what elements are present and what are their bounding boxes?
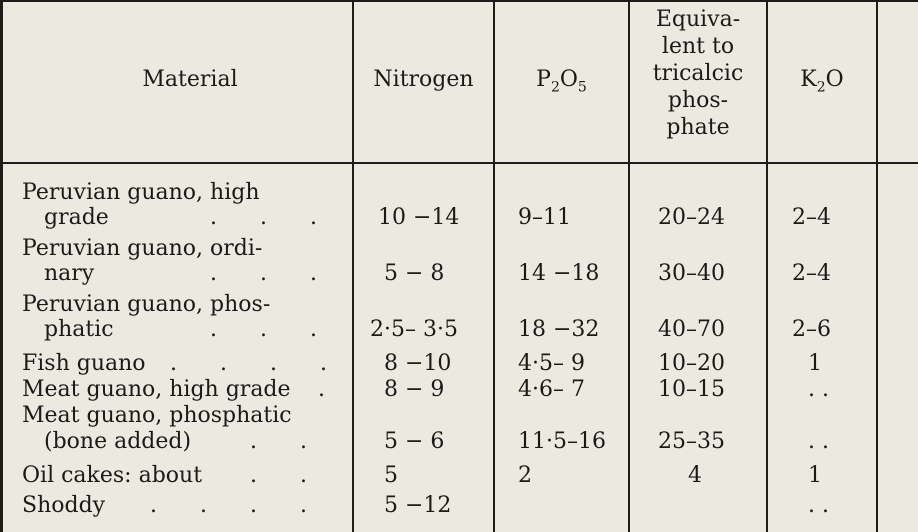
equivalent-cell: 25–35 [658,429,725,454]
material-line: phatic [44,317,114,342]
equivalent-cell: 10–20 [658,351,725,376]
material-line: nary [44,261,95,286]
p2o5-cell: 2 [518,463,532,488]
material-line: Fish guano [22,351,146,376]
header-bottom-rule [0,162,918,164]
header-p2o5: $P_2O_5$ [536,67,587,96]
k2o-cell: 1 [808,351,822,376]
nitrogen-cell: 5 − 6 [384,429,445,454]
k2o-cell: . . [808,493,829,518]
leader-dots: . . . . [170,351,345,376]
material-line: Shoddy [22,493,106,518]
equivalent-cell: 30–40 [658,261,725,286]
k2o-cell: . . [808,377,829,402]
header-k2o: $K_2O$ [800,67,844,96]
nitrogen-cell: 8 −10 [384,351,452,376]
header-material: Material [142,67,238,92]
equivalent-cell: 10–15 [658,377,725,402]
k2o-cell: 2–6 [792,317,831,342]
material-line: Oil cakes: about [22,463,203,488]
leader-dots: . . [250,429,325,454]
k2o-cell: . . [808,429,829,454]
material-line: (bone added) [44,429,192,454]
material-line: Meat guano, phosphatic [22,403,292,428]
leader-dots: . [318,377,343,402]
material-line: grade [44,205,109,230]
p2o5-cell: 11·5–16 [518,429,606,454]
k2o-cell: 1 [808,463,822,488]
p2o5-cell: 9–11 [518,205,571,230]
nitrogen-cell: 8 − 9 [384,377,445,402]
table-left-border [0,0,3,532]
header-nitrogen: Nitrogen [373,67,474,92]
nitrogen-cell: 5 − 8 [384,261,445,286]
p2o5-cell: 18 −32 [518,317,600,342]
leader-dots: . . . [210,317,335,342]
k2o-cell: 2–4 [792,261,831,286]
p2o5-cell: 14 −18 [518,261,600,286]
nitrogen-cell: 2·5– 3·5 [370,317,458,342]
p2o5-cell: 4·5– 9 [518,351,585,376]
table-top-rule [0,0,918,2]
leader-dots: . . . [210,261,335,286]
nitrogen-cell: 10 −14 [378,205,460,230]
equivalent-cell: 40–70 [658,317,725,342]
material-line: Peruvian guano, ordi- [22,236,263,261]
material-line: Peruvian guano, phos- [22,292,271,317]
leader-dots: . . [250,463,325,488]
nitrogen-cell: 5 [384,463,398,488]
header-equivalent: Equiva- lent to tricalcic phos- phate [652,7,744,140]
material-line: Meat guano, high grade [22,377,291,402]
equivalent-cell: 20–24 [658,205,725,230]
material-line: Peruvian guano, high [22,180,260,205]
p2o5-cell: 4·6– 7 [518,377,585,402]
leader-dots: . . . . [150,493,325,518]
equivalent-cell: 4 [688,463,702,488]
leader-dots: . . . [210,205,335,230]
table-right-border [876,0,878,532]
nitrogen-cell: 5 −12 [384,493,452,518]
k2o-cell: 2–4 [792,205,831,230]
